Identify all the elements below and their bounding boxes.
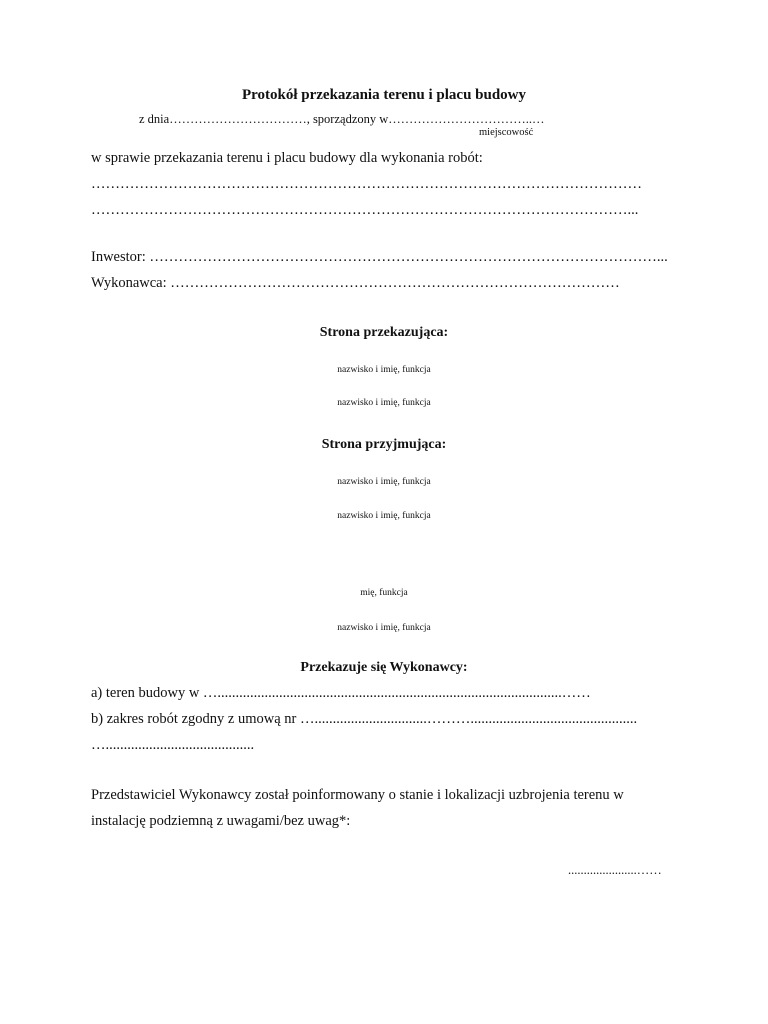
signature-caption: nazwisko i imię, funkcja	[337, 511, 431, 521]
item-a-site-line: a) teren budowy w …...............................................................................................……	[91, 685, 591, 701]
signature-caption: nazwisko i imię, funkcja	[337, 477, 431, 487]
dotted-fill-line-2: …………………………………………………………………………………………………...	[91, 202, 639, 218]
handing-party-heading: Strona przekazująca:	[319, 325, 449, 340]
signature-dots: ......................……	[568, 863, 662, 877]
info-line-2: instalację podziemną z uwagami/bez uwag*:	[91, 813, 351, 829]
dotted-fill-line-1: ……………………………………………………………………………………………………	[91, 176, 642, 192]
signature-caption: nazwisko i imię, funkcja	[337, 365, 431, 375]
date-and-place-line: z dnia……………………………, sporządzony w……………………………..…	[139, 112, 545, 126]
signature-caption: mię, funkcja	[360, 588, 408, 598]
handover-heading: Przekazuje się Wykonawcy:	[300, 660, 468, 675]
signature-caption: nazwisko i imię, funkcja	[337, 398, 431, 408]
place-caption: miejscowość	[479, 127, 534, 138]
contractor-line: Wykonawca: …………………………………………………………………………………	[91, 275, 620, 291]
investor-line: Inwestor: ……………………………………………………………………………………………...	[91, 249, 668, 265]
receiving-party-heading: Strona przyjmująca:	[321, 437, 447, 452]
item-b-scope-line: b) zakres robót zgodny z umową nr …...............................………..............................................	[91, 711, 638, 727]
purpose-line: w sprawie przekazania terenu i placu budowy dla wykonania robót:	[91, 150, 483, 166]
document-title: Protokół przekazania terenu i placu budowy	[241, 87, 527, 103]
info-line-1: Przedstawiciel Wykonawcy został poinformowany o stanie i lokalizacji uzbrojenia terenu w	[91, 787, 624, 803]
item-b-continuation: ….........................................	[91, 737, 255, 753]
signature-caption: nazwisko i imię, funkcja	[337, 623, 431, 633]
